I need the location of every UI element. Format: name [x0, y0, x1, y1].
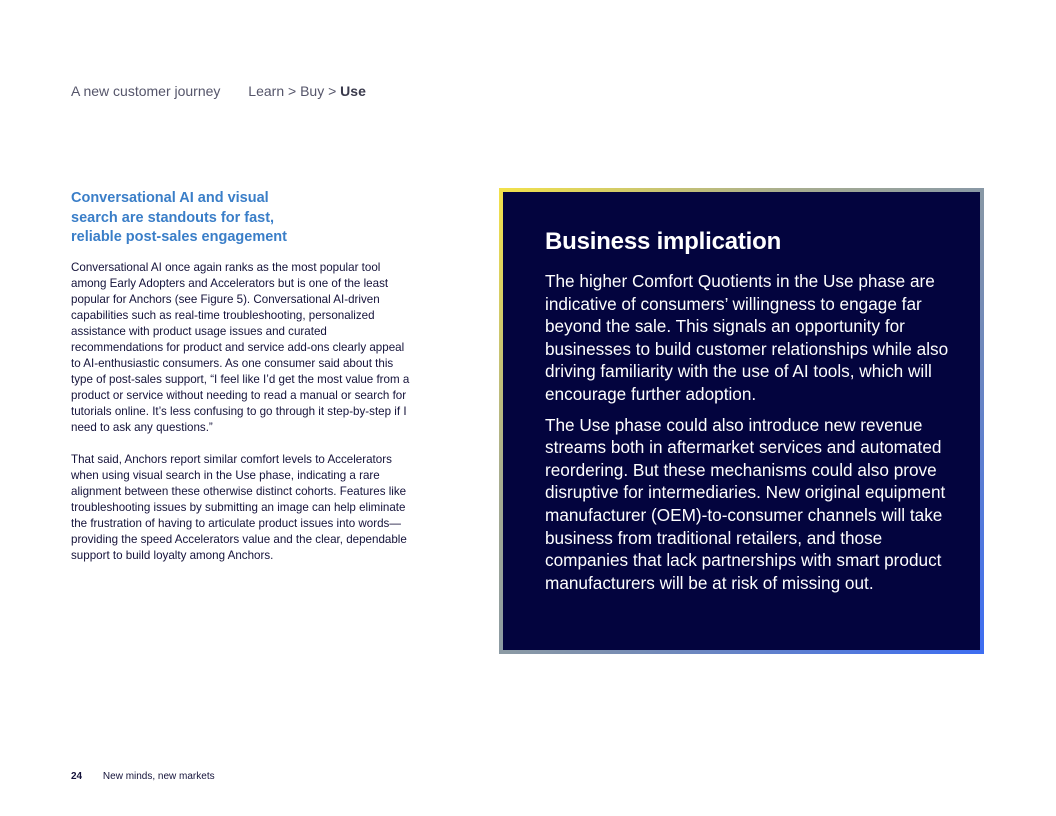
breadcrumb-use-current: Use	[340, 83, 366, 99]
page-number: 24	[71, 771, 83, 782]
body-paragraph: That said, Anchors report similar comfort levels to Accelerators when using visual search in the Use phase, indicating a rare alignment between these otherwise distinct cohorts. Features like troubleshooting issues by submitting an image can help eliminate the frustration of having to articulate product issues into words—providing the speed Accelerators value and the clear, dependable support to build loyalty among Anchors.	[71, 452, 407, 562]
section-subheading: Conversational AI and visual search are standouts for fast, reliable post-sales engagement	[71, 190, 287, 245]
breadcrumb	[248, 83, 366, 99]
breadcrumb-learn: Learn	[248, 83, 285, 99]
callout-title: Business implication	[545, 228, 782, 255]
body-paragraph: Conversational AI once again ranks as the most popular tool among Early Adopters and Accelerators but is one of the least popular for Anchors (see Figure 5). Conversational AI-driven capabilities such as real-time troubleshooting, personalized assistance with product usage issues and curated recommendations for product and service add-ons clearly appeal to AI-enthusiastic consumers. As one consumer said about this type of post-sales support, “I feel like I’d get the most value from a product or service without needing to read a manual or search for tutorials online. It’s less confusing to go through it step-by-step if I need to ask any questions.”	[71, 260, 410, 434]
callout-paragraph: The Use phase could also introduce new revenue streams both in aftermarket services and automated reordering. But these mechanisms could also prove disruptive for intermediaries. New original equipment manufacturer (OEM)-to-consumer channels will take business from traditional retailers, and those companies that lack partnerships with smart product manufacturers will be at risk of missing out.	[545, 414, 946, 593]
callout-panel	[503, 192, 980, 650]
business-implication-callout	[499, 188, 984, 654]
publication-title: New minds, new markets	[102, 771, 215, 782]
callout-paragraph: The higher Comfort Quotients in the Use phase are indicative of consumers’ willingness to engage far beyond the sale. This signals an opportunity for businesses to build customer relationships while also driving familiarity with the use of AI tools, which will encourage further adoption.	[545, 271, 949, 404]
page-header	[71, 83, 366, 99]
breadcrumb-separator: >	[284, 83, 301, 99]
left-column	[71, 189, 411, 580]
breadcrumb-separator: >	[324, 83, 341, 99]
breadcrumb-buy: Buy	[300, 83, 325, 99]
page-footer	[71, 771, 215, 782]
section-title: A new customer journey	[71, 83, 221, 99]
